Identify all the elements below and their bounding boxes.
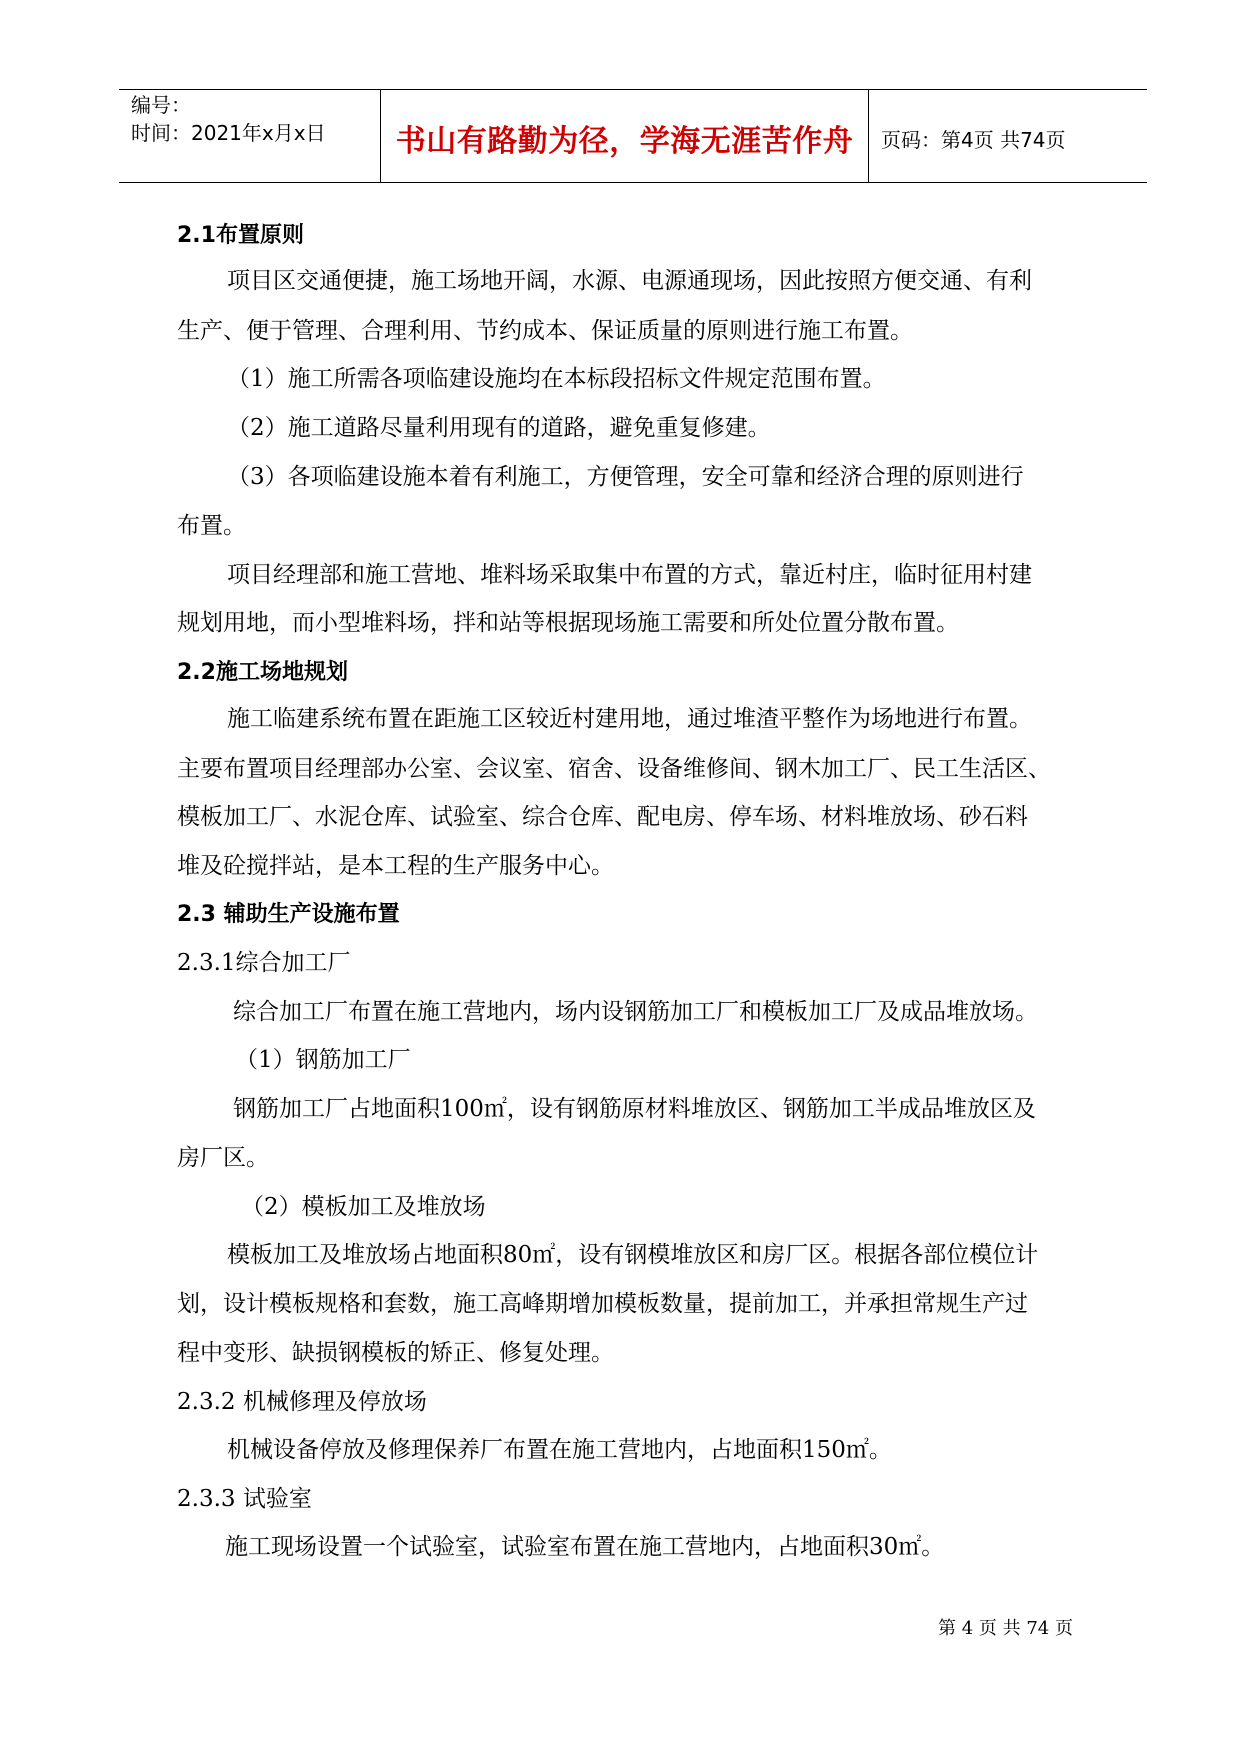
section-heading: 2.2施工场地规划 — [177, 660, 348, 685]
page-footer: 第 4 页 共 74 页 — [938, 1618, 1073, 1639]
document-header — [119, 89, 1147, 183]
list-item: （1）施工所需各项临建设施均在本标段招标文件规定范围布置。 — [227, 366, 886, 392]
section-heading: 2.3 辅助生产设施布置 — [177, 902, 400, 927]
paragraph-line: 项目经理部和施工营地、堆料场采取集中布置的方式，靠近村庄，临时征用村建 — [227, 562, 1032, 588]
paragraph-line: 规划用地，而小型堆料场，拌和站等根据现场施工需要和所处位置分散布置。 — [177, 610, 959, 636]
header-page-label: 页码：第4页 共74页 — [881, 128, 1066, 152]
list-item: （2）模板加工及堆放场 — [241, 1194, 486, 1220]
paragraph-line: 房厂区。 — [177, 1145, 269, 1171]
subsection-heading: 2.3.1综合加工厂 — [177, 950, 351, 976]
paragraph-line: 模板加工及堆放场占地面积80㎡，设有钢模堆放区和房厂区。根据各部位模位计 — [227, 1242, 1039, 1268]
paragraph-line: 施工临建系统布置在距施工区较近村建用地，通过堆渣平整作为场地进行布置。 — [227, 706, 1032, 732]
subsection-heading: 2.3.2 机械修理及停放场 — [177, 1389, 427, 1415]
list-item: （2）施工道路尽量利用现有的道路，避免重复修建。 — [227, 415, 771, 441]
paragraph-line: 施工现场设置一个试验室，试验室布置在施工营地内，占地面积30㎡。 — [225, 1534, 945, 1560]
paragraph-line: 划，设计模板规格和套数，施工高峰期增加模板数量，提前加工，并承担常规生产过 — [177, 1291, 1028, 1317]
paragraph-line: 项目区交通便捷，施工场地开阔，水源、电源通现场，因此按照方便交通、有利 — [227, 268, 1032, 294]
paragraph-line: 主要布置项目经理部办公室、会议室、宿舍、设备维修间、钢木加工厂、民工生活区、 — [177, 756, 1051, 782]
header-motto: 书山有路勤为径，学海无涯苦作舟 — [395, 124, 854, 159]
list-item: （3）各项临建设施本着有利施工，方便管理，安全可靠和经济合理的原则进行 — [227, 464, 1024, 490]
document-time-label: 时间：2021年x月x日 — [131, 121, 326, 145]
header-page-cell — [869, 90, 1147, 182]
paragraph-line: 钢筋加工厂占地面积100㎡，设有钢筋原材料堆放区、钢筋加工半成品堆放区及 — [233, 1096, 1036, 1122]
list-item: （1）钢筋加工厂 — [235, 1047, 411, 1073]
paragraph-line: 模板加工厂、水泥仓库、试验室、综合仓库、配电房、停车场、材料堆放场、砂石料 — [177, 804, 1028, 830]
header-info-cell — [119, 90, 380, 182]
document-number-label: 编号： — [131, 93, 191, 117]
paragraph-line: 生产、便于管理、合理利用、节约成本、保证质量的原则进行施工布置。 — [177, 318, 913, 344]
paragraph-line: 机械设备停放及修理保养厂布置在施工营地内，占地面积150㎡。 — [227, 1437, 892, 1463]
subsection-heading: 2.3.3 试验室 — [177, 1486, 312, 1512]
section-heading: 2.1布置原则 — [177, 223, 304, 248]
header-motto-cell — [380, 90, 869, 182]
list-item-continuation: 布置。 — [177, 513, 246, 539]
paragraph-line: 堆及砼搅拌站，是本工程的生产服务中心。 — [177, 853, 614, 879]
paragraph-line: 综合加工厂布置在施工营地内，场内设钢筋加工厂和模板加工厂及成品堆放场。 — [233, 999, 1038, 1025]
paragraph-line: 程中变形、缺损钢模板的矫正、修复处理。 — [177, 1340, 614, 1366]
